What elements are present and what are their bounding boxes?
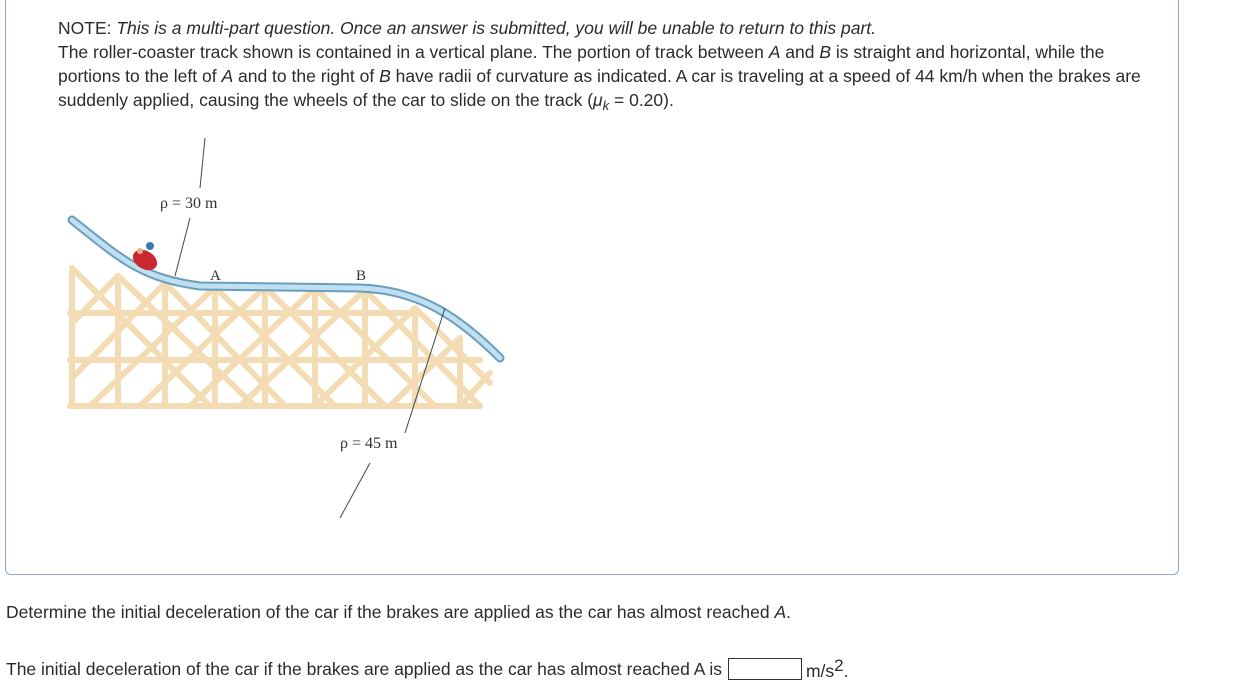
answer-label: The initial deceleration of the car if the brakes are applied as the car has almost reached A is [6,658,722,679]
description-part: The roller-coaster track shown is contained in a vertical plane. The portion of track between [58,42,769,62]
roller-coaster-figure [60,128,520,528]
point-a-ref: A [768,42,781,62]
point-a-label: A [210,268,221,284]
problem-statement [58,16,1148,118]
rho-30-text: ρ = 30 m [160,195,218,212]
question-prompt [6,600,791,624]
mu-value: = 0.20). [609,90,674,110]
unit-exponent: 2 [834,656,844,675]
question-point: A [774,602,787,622]
mu-symbol: μ [593,90,603,110]
point-b-label: B [356,268,367,284]
unit-base: m/s [805,661,835,681]
description-part: and to the right of [233,66,380,86]
unit-label [806,653,849,684]
point-a-ref: A [221,66,234,86]
description-part: and [780,42,820,62]
note-line [58,16,1148,40]
description-part: have radii of curvature as indicated. A car is traveling at a speed of 44 km/h when the brakes are suddenly applied, causing the wheels of the car to slide on the track ( [58,66,1141,110]
description-part: is straight and horizontal, while the portions to the left of [58,42,1105,86]
point-b-ref: B [379,66,391,86]
deceleration-input[interactable] [728,658,802,680]
problem-description [58,40,1148,118]
note-text: This is a multi-part question. Once an answer is submitted, you will be unable to return to this part. [116,18,877,38]
question-period: . [786,602,792,622]
answer-row [6,653,849,684]
mu-subscript: k [602,98,610,113]
point-b-ref: B [819,42,832,62]
question-text: Determine the initial deceleration of the car if the brakes are applied as the car has almost reached [6,602,775,622]
unit-tail: . [843,661,849,681]
note-label: NOTE: [58,18,117,38]
rho-45-text: ρ = 45 m [340,435,398,452]
